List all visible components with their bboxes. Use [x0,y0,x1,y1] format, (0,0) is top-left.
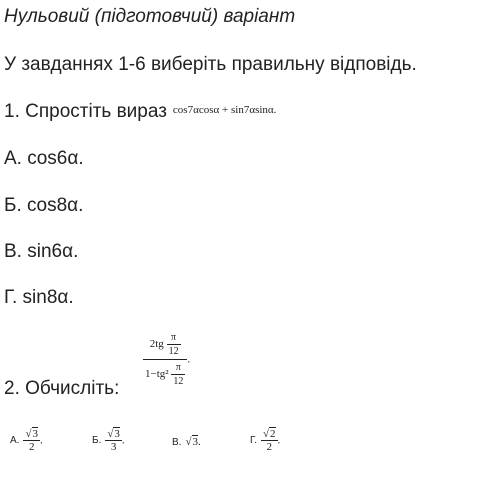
instruction-text: У завданнях 1-6 виберіть правильну відповідь. [4,54,417,75]
question-2-answer-c: В. √3. [172,436,201,448]
fraction-numerator: 2tg $\frac{\pi}{12}$ [149,332,179,357]
question-2-prompt: 2. Обчисліть: [4,378,120,399]
question-1-option-a: А. cos6α. [4,148,84,169]
question-2-answer-d: Г. $\frac{√2}{2}$ . [250,428,281,453]
fraction-denominator: 1−tg² $\frac{\pi}{12}$ [143,359,187,389]
page-title: Нульовий (підготовчий) варіант [4,6,296,27]
question-1-option-c: В. sin6α. [4,241,79,262]
question-2-answer-b: Б. $\frac{√3}{3}$ . [92,428,125,453]
question-2-answer-a: А. $\frac{√3}{2}$ . [10,428,43,453]
question-2-fraction: 2tg $\frac{\pi}{12}$ 1−tg² $\frac{\pi}{12}$ . [145,332,191,387]
question-1-expression: cos7αcosα + sin7αsinα. [172,104,277,116]
question-1-option-d: Г. sin8α. [4,287,74,308]
question-1-option-b: Б. cos8α. [4,195,84,216]
question-1-prompt: 1. Спростіть вираз [4,101,167,122]
question-1 [4,101,276,123]
